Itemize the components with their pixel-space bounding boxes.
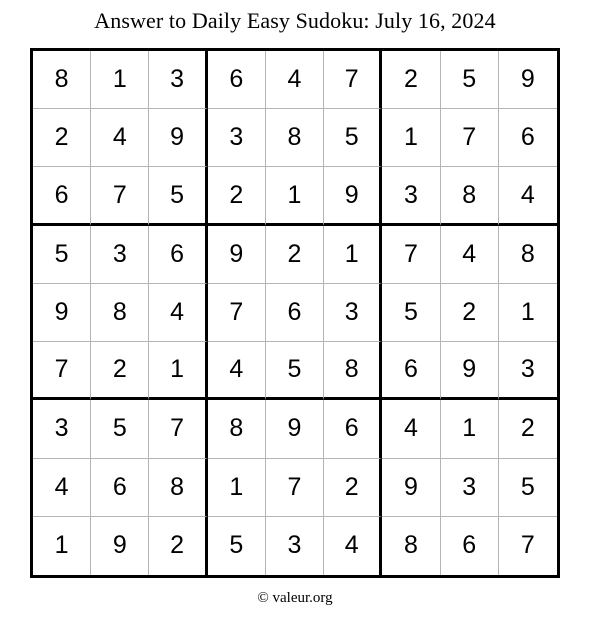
sudoku-cell-r3-c3: 5 xyxy=(149,167,207,225)
sudoku-cell-r1-c7: 2 xyxy=(382,51,440,109)
sudoku-cell-r5-c2: 8 xyxy=(91,284,149,342)
sudoku-cell-r8-c6: 2 xyxy=(324,459,382,517)
sudoku-cell-r2-c1: 2 xyxy=(33,109,91,167)
sudoku-cell-r4-c2: 3 xyxy=(91,226,149,284)
sudoku-cell-r4-c4: 9 xyxy=(208,226,266,284)
sudoku-cell-r3-c7: 3 xyxy=(382,167,440,225)
sudoku-cell-r9-c6: 4 xyxy=(324,517,382,575)
sudoku-cell-r9-c9: 7 xyxy=(520,531,535,560)
sudoku-cell-r4-c1: 5 xyxy=(33,226,91,284)
sudoku-cell-r8-c7: 9 xyxy=(382,459,440,517)
sudoku-cell-r5-c6: 3 xyxy=(324,284,382,342)
sudoku-cell-r6-c5: 5 xyxy=(266,342,324,400)
sudoku-cell-r7-c2: 5 xyxy=(91,400,149,458)
sudoku-cell-r7-c9: 2 xyxy=(499,400,557,458)
sudoku-cell-r6-c3: 1 xyxy=(149,342,207,400)
sudoku-cell-r6-c1: 7 xyxy=(33,342,91,400)
sudoku-cell-r8-c5: 7 xyxy=(266,459,324,517)
sudoku-cell-r1-c1: 8 xyxy=(33,51,91,109)
puzzle-title: Answer to Daily Easy Sudoku: July 16, 2024 xyxy=(94,8,496,33)
sudoku-cell-r2-c6: 5 xyxy=(324,109,382,167)
sudoku-cell-r3-c8: 8 xyxy=(441,167,499,225)
sudoku-cell-r4-c5: 2 xyxy=(266,226,324,284)
sudoku-cell-r7-c1: 3 xyxy=(33,400,91,458)
sudoku-cell-r8-c4: 1 xyxy=(208,459,266,517)
sudoku-cell-r1-c9: 9 xyxy=(499,51,557,109)
sudoku-cell-r2-c4: 3 xyxy=(208,109,266,167)
sudoku-cell-r8-c8: 3 xyxy=(441,459,499,517)
sudoku-cell-r6-c6: 8 xyxy=(324,342,382,400)
sudoku-cell-r7-c5: 9 xyxy=(266,400,324,458)
sudoku-cell-r1-c6: 7 xyxy=(324,51,382,109)
copyright-footer: © valeur.org xyxy=(257,590,333,606)
sudoku-board xyxy=(30,48,560,578)
sudoku-cell-r6-c4: 4 xyxy=(208,342,266,400)
sudoku-cell-r6-c9: 3 xyxy=(499,342,557,400)
sudoku-cell-r1-c8: 5 xyxy=(441,51,499,109)
sudoku-cell-r2-c3: 9 xyxy=(149,109,207,167)
sudoku-cell-r3-c9: 4 xyxy=(499,167,557,225)
sudoku-cell-r3-c2: 7 xyxy=(91,167,149,225)
sudoku-cell-r3-c4: 2 xyxy=(208,167,266,225)
sudoku-cell-r3-c1: 6 xyxy=(33,167,91,225)
sudoku-cell-r9-c4: 5 xyxy=(208,517,266,575)
sudoku-cell-r9-c5: 3 xyxy=(266,517,324,575)
sudoku-cell-r5-c3: 4 xyxy=(149,284,207,342)
sudoku-cell-r9-c1: 1 xyxy=(33,517,91,575)
sudoku-cell-r4-c6: 1 xyxy=(324,226,382,284)
sudoku-cell-r2-c9: 6 xyxy=(499,109,557,167)
sudoku-cell-r8-c1: 4 xyxy=(33,459,91,517)
sudoku-cell-r4-c8: 4 xyxy=(441,226,499,284)
sudoku-cell-r7-c7: 4 xyxy=(382,400,440,458)
sudoku-cell-r9-c2: 9 xyxy=(91,517,149,575)
sudoku-cell-r4-c3: 6 xyxy=(149,226,207,284)
sudoku-cell-r1-c3: 3 xyxy=(149,51,207,109)
sudoku-cell-r6-c2: 2 xyxy=(91,342,149,400)
sudoku-cell-r7-c8: 1 xyxy=(441,400,499,458)
sudoku-cell-r1-c2: 1 xyxy=(91,51,149,109)
sudoku-cell-r5-c4: 7 xyxy=(208,284,266,342)
sudoku-cell-r5-c1: 9 xyxy=(33,284,91,342)
sudoku-cell-r6-c7: 6 xyxy=(382,342,440,400)
sudoku-cell-r3-c6: 9 xyxy=(324,167,382,225)
sudoku-cell-r9-c8: 6 xyxy=(441,517,499,575)
sudoku-cell-r4-c7: 7 xyxy=(382,226,440,284)
sudoku-cell-r7-c3: 7 xyxy=(149,400,207,458)
sudoku-cell-r4-c9: 8 xyxy=(499,226,557,284)
sudoku-cell-r7-c4: 8 xyxy=(208,400,266,458)
sudoku-cell-r6-c8: 9 xyxy=(441,342,499,400)
sudoku-cell-r5-c9: 1 xyxy=(499,284,557,342)
sudoku-cell-r9-c7: 8 xyxy=(382,517,440,575)
sudoku-cell-r2-c8: 7 xyxy=(441,109,499,167)
sudoku-cell-r3-c5: 1 xyxy=(266,167,324,225)
sudoku-cell-r5-c8: 2 xyxy=(441,284,499,342)
sudoku-cell-r1-c4: 6 xyxy=(208,51,266,109)
sudoku-cell-r8-c2: 6 xyxy=(91,459,149,517)
sudoku-cell-r2-c7: 1 xyxy=(382,109,440,167)
sudoku-cell-r9-c3: 2 xyxy=(149,517,207,575)
sudoku-cell-r7-c6: 6 xyxy=(324,400,382,458)
sudoku-cell-r8-c3: 8 xyxy=(149,459,207,517)
sudoku-cell-r1-c5: 4 xyxy=(266,51,324,109)
sudoku-cell-r2-c2: 4 xyxy=(91,109,149,167)
sudoku-cell-r5-c7: 5 xyxy=(382,284,440,342)
sudoku-cell-r5-c5: 6 xyxy=(266,284,324,342)
sudoku-cell-r8-c9: 5 xyxy=(499,459,557,517)
sudoku-cell-r2-c5: 8 xyxy=(266,109,324,167)
